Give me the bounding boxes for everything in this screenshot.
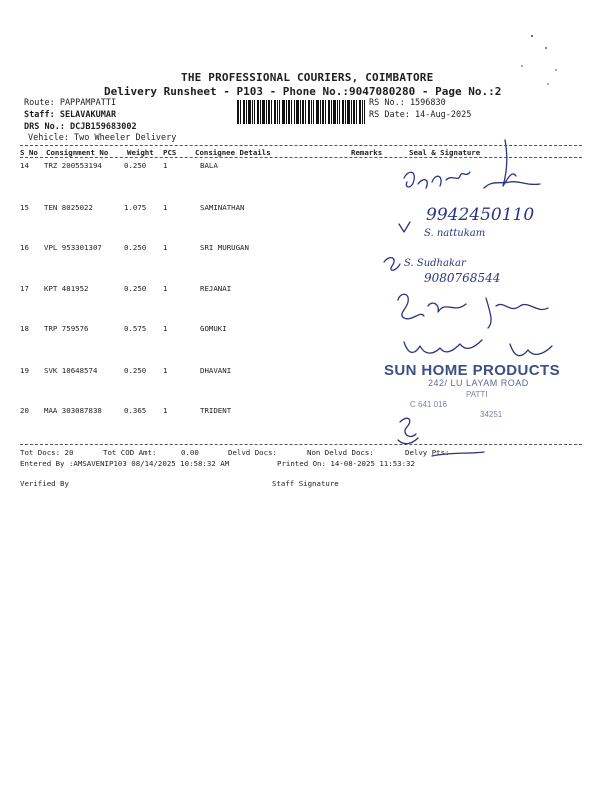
- signature-stroke: [486, 298, 548, 328]
- col-consignment: Consignment No: [46, 148, 109, 157]
- row-weight: 0.575: [124, 324, 147, 333]
- row-consignment: KPT 481952: [44, 284, 89, 293]
- table-header-rule: [20, 157, 582, 158]
- col-weight: Weight: [127, 148, 154, 157]
- row-weight: 0.250: [124, 243, 147, 252]
- signature-stroke: [404, 172, 470, 188]
- non-delivered-docs: Non Delvd Docs:: [307, 448, 374, 457]
- stamp-line: 34251: [480, 410, 503, 419]
- col-seal: Seal & Signature: [409, 148, 481, 157]
- row-weight: 0.250: [124, 366, 147, 375]
- row-sno: 20: [20, 406, 29, 415]
- row-weight: 0.250: [124, 161, 147, 170]
- signature-stroke: [398, 294, 466, 319]
- barcode-graphic: [237, 100, 365, 124]
- row-consignment: TEN 8025022: [44, 203, 93, 212]
- row-sno: 19: [20, 366, 29, 375]
- delivery-points: Delvy Pts:: [405, 448, 450, 457]
- row-pcs: 1: [163, 243, 168, 252]
- row-consignment: MAA 303087838: [44, 406, 102, 415]
- barcode: [237, 100, 365, 124]
- row-weight: 0.365: [124, 406, 147, 415]
- stamp-line: C 641 016: [410, 400, 447, 409]
- row-consignment: TRP 759576: [44, 324, 89, 333]
- row-sno: 16: [20, 243, 29, 252]
- rs-date: RS Date: 14-Aug-2025: [369, 110, 472, 120]
- handwritten-name-2: S. Sudhakar: [404, 258, 466, 269]
- staff-label: Staff: SELAVAKUMAR: [24, 110, 117, 120]
- printed-on: Printed On: 14-08-2025 11:53:32: [277, 459, 415, 468]
- signature-stroke: [510, 344, 552, 356]
- row-consignee: REJANAI: [200, 284, 232, 293]
- entered-by: Entered By :AMSAVENIP103 08/14/2025 10:58:32 AM: [20, 459, 230, 468]
- stamp-line: PATTI: [466, 390, 488, 399]
- staff-signature: Staff Signature: [272, 479, 339, 488]
- row-sno: 18: [20, 324, 29, 333]
- row-pcs: 1: [163, 161, 168, 170]
- stamp-line: 242/ LU LAYAM ROAD: [428, 378, 529, 388]
- row-consignee: BALA: [200, 161, 218, 170]
- row-consignee: GOMUKI: [200, 324, 227, 333]
- row-pcs: 1: [163, 366, 168, 375]
- row-consignment: SVK 10648574: [44, 366, 98, 375]
- col-remarks: Remarks: [351, 148, 383, 157]
- col-sno: S No: [20, 148, 38, 157]
- drs-number: DRS No.: DCJB159683002: [24, 122, 137, 132]
- rs-number: RS No.: 1596830: [369, 98, 446, 108]
- row-pcs: 1: [163, 406, 168, 415]
- table-bottom-rule: [20, 444, 582, 445]
- col-pcs: PCS: [163, 148, 177, 157]
- row-pcs: 1: [163, 324, 168, 333]
- verified-by: Verified By: [20, 479, 69, 488]
- handwritten-phone-1: 9942450110: [426, 205, 535, 225]
- row-consignee: SAMINATHAN: [200, 203, 245, 212]
- total-docs: Tot Docs: 20: [20, 448, 74, 457]
- row-consignee: SRI MURUGAN: [200, 243, 249, 252]
- row-consignee: TRIDENT: [200, 406, 232, 415]
- handwritten-phone-2: 9080768544: [424, 271, 501, 285]
- total-cod-value: 0.00: [181, 448, 199, 457]
- table-top-rule: [20, 145, 582, 146]
- row-sno: 17: [20, 284, 29, 293]
- vehicle-label: Vehicle: Two Wheeler Delivery: [28, 133, 177, 143]
- stamp-line: SUN HOME PRODUCTS: [384, 362, 560, 379]
- delivered-docs: Delvd Docs:: [228, 448, 277, 457]
- company-stamp: [384, 360, 580, 430]
- company-title: THE PROFESSIONAL COURIERS, COIMBATORE: [181, 71, 434, 84]
- row-weight: 0.250: [124, 284, 147, 293]
- runsheet-title: Delivery Runsheet - P103 - Phone No.:9047080280 - Page No.:2: [104, 85, 502, 98]
- row-consignee: DHAVANI: [200, 366, 232, 375]
- row-pcs: 1: [163, 203, 168, 212]
- col-consignee: Consignee Details: [195, 148, 271, 157]
- row-sno: 15: [20, 203, 29, 212]
- total-cod-label: Tot COD Amt:: [103, 448, 157, 457]
- row-weight: 1.075: [124, 203, 147, 212]
- signature-stroke: [399, 222, 410, 232]
- handwritten-name-1: S. nattukam: [424, 228, 486, 239]
- row-pcs: 1: [163, 284, 168, 293]
- row-consignment: VPL 953301307: [44, 243, 102, 252]
- row-sno: 14: [20, 161, 29, 170]
- signature-stroke: [484, 140, 540, 188]
- route-label: Route: PAPPAMPATTI: [24, 98, 117, 108]
- signature-stroke: [404, 340, 482, 353]
- signature-stroke: [384, 258, 400, 271]
- row-consignment: TRZ 200553194: [44, 161, 102, 170]
